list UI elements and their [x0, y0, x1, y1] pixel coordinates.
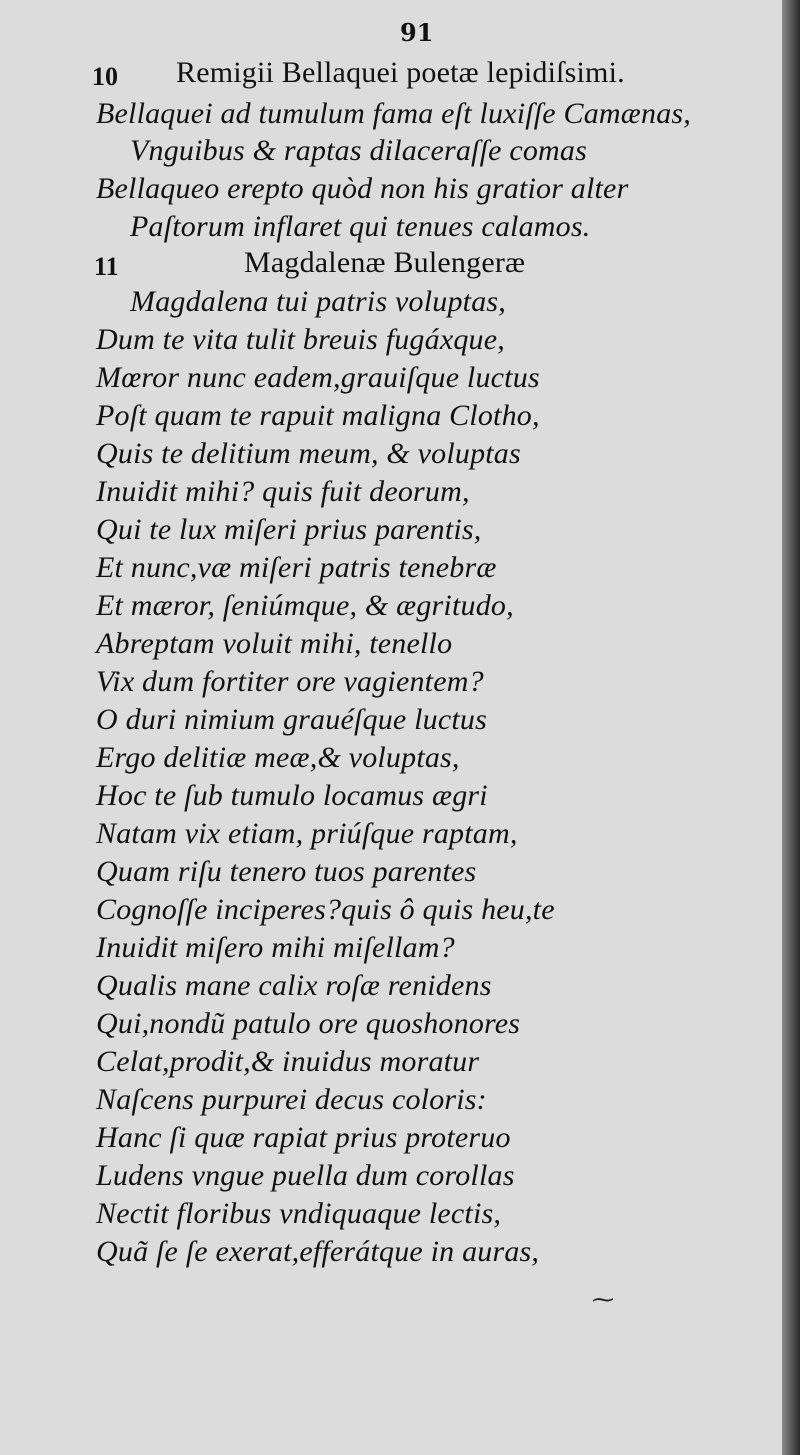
verse-line: Cognoſſe inciperes?quis ô quis heu,te — [96, 893, 555, 926]
verse-line: Dum te vita tulit breuis fugáxque, — [96, 323, 505, 356]
verse-line: Qui te lux miſeri prius parentis, — [96, 513, 482, 546]
page-edge-shadow — [782, 0, 800, 1455]
catchword-ornament: ⁓ — [592, 1288, 614, 1313]
verse-line: Nectit floribus vndiquaque lectis, — [96, 1197, 502, 1230]
verse-line: Naſcens purpurei decus coloris: — [96, 1083, 487, 1116]
verse-line: Celat,prodit,& inuidus moratur — [96, 1045, 480, 1078]
section-number: 10 — [92, 62, 118, 91]
verse-line: Inuidit mihi? quis fuit deorum, — [96, 475, 470, 508]
bleed-through-text — [600, 80, 780, 1180]
verse-line: Hoc te ſub tumulo locamus ægri — [96, 779, 488, 812]
verse-line: Quis te delitium meum, & voluptas — [96, 437, 521, 470]
verse-line: Qui,nondũ patulo ore quoshonores — [96, 1007, 521, 1040]
verse-line: Poſt quam te rapuit maligna Clotho, — [96, 399, 540, 432]
verse-line: Vnguibus & raptas dilaceraſſe comas — [130, 134, 587, 167]
section-title: Remigii Bellaquei poetæ lepidiſsimi. — [176, 56, 625, 89]
page-number: 91 — [400, 18, 434, 47]
verse-line: Inuidit miſero mihi miſellam? — [96, 931, 455, 964]
verse-line: Ludens vngue puella dum corollas — [96, 1159, 515, 1192]
verse-line: Quam riſu tenero tuos parentes — [96, 855, 477, 888]
section-number: 11 — [94, 252, 119, 281]
verse-line: Mœror nunc eadem,grauiſque luctus — [96, 361, 540, 394]
verse-line: Quã ſe ſe exerat,efferátque in auras, — [96, 1235, 540, 1268]
verse-line: Et mæror, ſeniúmque, & ægritudo, — [96, 589, 514, 622]
verse-line: Hanc ſi quæ rapiat prius proteruo — [96, 1121, 511, 1154]
verse-line: Magdalena tui patris voluptas, — [130, 285, 506, 318]
verse-line: Bellaqueo erepto quòd non his gratior alter — [96, 172, 629, 205]
verse-line: Et nunc,væ miſeri patris tenebræ — [96, 551, 497, 584]
section-title: Magdalenæ Bulengeræ — [244, 246, 526, 279]
verse-line: Paſtorum inflaret qui tenues calamos. — [130, 210, 591, 243]
verse-line: O duri nimium grauéſque luctus — [96, 703, 487, 736]
verse-line: Vix dum fortiter ore vagientem? — [96, 665, 484, 698]
verse-line: Abreptam voluit mihi, tenello — [96, 627, 453, 660]
verse-line: Ergo delitiæ meæ,& voluptas, — [96, 741, 460, 774]
verse-line: Bellaquei ad tumulum fama eſt luxiſſe Camænas, — [96, 97, 691, 130]
verse-line: Natam vix etiam, priúſque raptam, — [96, 817, 518, 850]
verse-line: Qualis mane calix roſæ renidens — [96, 969, 492, 1002]
